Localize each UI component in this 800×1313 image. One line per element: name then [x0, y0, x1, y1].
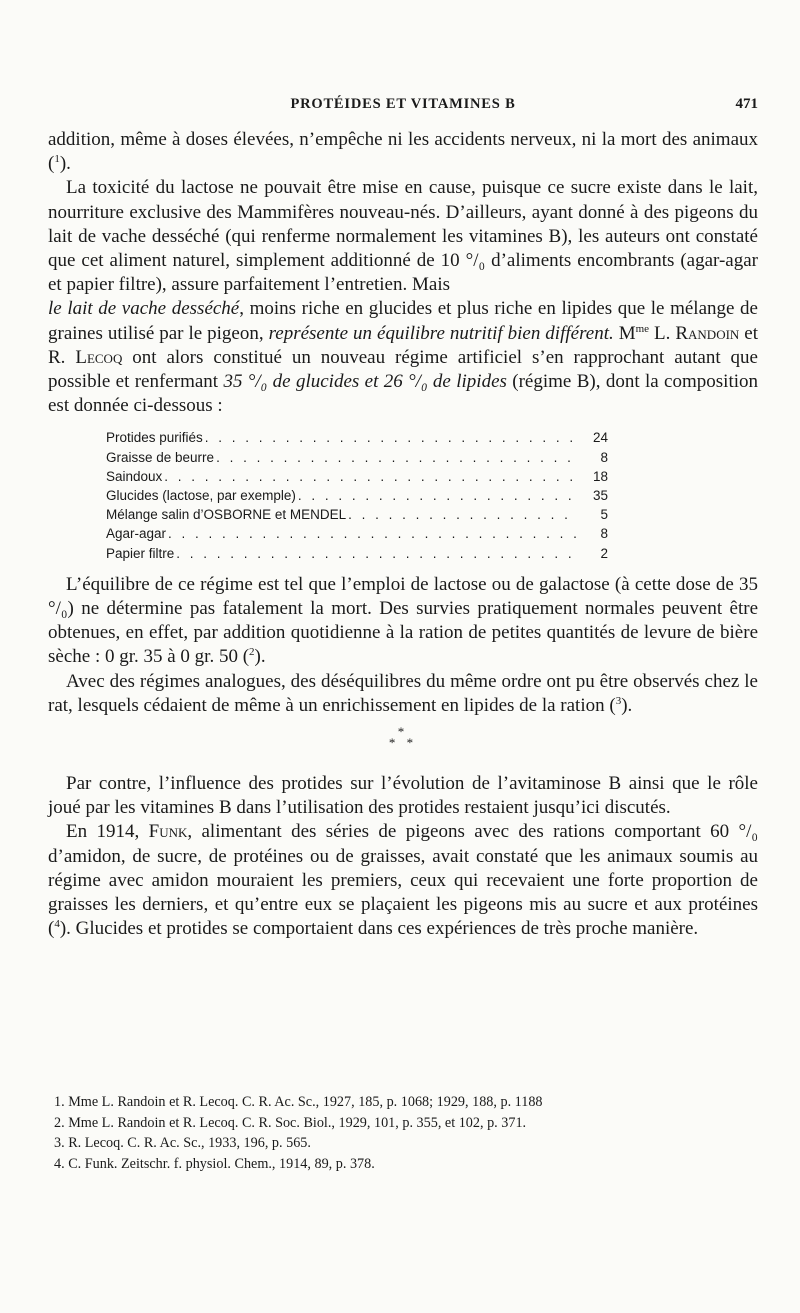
footnote-3: 3. R. Lecoq. C. R. Ac. Sc., 1933, 196, p. 565.	[54, 1135, 311, 1151]
running-header	[48, 96, 758, 120]
table-row: Agar-agar . . . 8	[106, 524, 608, 543]
paragraph-3: le lait de vache desséché, moins riche en glucides et plus riche en lipides que le mélange de graines utilisé par le pigeon, représente un équilibre nutritif bien différent. $M^{me}$ L. Randoin et R. Lecoq ont alors constitué un nouveau régime artificiel s’en rapprochant autant que possible et renfermant 35 °/₀ de glucides et 26 °/₀ de lipides (régime B), dont la composition est donnée ci-dessous :	[48, 298, 758, 417]
table-row: Saindoux . . . 18	[106, 467, 608, 486]
running-title: PROTÉIDES ET VITAMINES B	[290, 96, 516, 112]
composition-table	[106, 428, 608, 562]
table-row: Papier filtre . . . 2	[106, 544, 608, 563]
table-row: Protides purifiés . . . 24	[106, 428, 608, 447]
author-name: Randoin	[675, 322, 740, 344]
footnotes	[54, 1092, 754, 1174]
footnote-4: 4. C. Funk. Zeitschr. f. physiol. Chem., 1914, 89, p. 378.	[54, 1155, 375, 1172]
asterisk-top: *	[397, 724, 409, 740]
table-row: Graisse de beurre . . . 8	[106, 448, 608, 467]
author-name: Funk	[148, 821, 188, 843]
paragraph-5: Avec des régimes analogues, des déséquilibres du même ordre ont pu être observés chez le rat, lesquels cédaient de même à un enrichissement en lipides de la ration ($^3$).	[48, 670, 758, 716]
paragraph-2: La toxicité du lactose ne pouvait être mise en cause, puisque ce sucre existe dans le lait, nourriture exclusive des Mammifères nouveau-nés. D’ailleurs, ayant donné à des pigeons du lait de vache desséché (qui renferme normalement les vitamines B), les auteurs ont constaté que cet aliment naturel, simplement additionné de 10 °/₀ d’aliments encombrants (agar-agar et papier filtre), assure parfaitement l’entretien. Mais	[48, 177, 758, 296]
paragraph-1: addition, même à doses élevées, n’empêche ni les accidents nerveux, ni la mort des animaux ($^1$).	[48, 129, 758, 175]
footnote-ref-2: 2	[249, 646, 255, 659]
footnote-ref-3: 3	[615, 694, 622, 707]
paragraph-7: En 1914, Funk, alimentant des séries de pigeons avec des rations comportant 60 °/₀ d’amidon, de sucre, de protéines ou de graisses, avait constaté que les animaux soumis au régime avec amidon mouraient les premiers, ceux qui recevaient une forte proportion de graisses les derniers, et qu’entre eux se plaçaient les pigeons mis au sucre et aux protéines ($^4$). Glucides et protides se comportaient dans ces expériences de très proche manière.	[48, 821, 758, 940]
asterisk-bottom: * *	[388, 735, 418, 751]
author-name: Lecoq	[75, 346, 123, 368]
paragraph-4: L’équilibre de ce régime est tel que l’emploi de lactose ou de galactose (à cette dose de 35 °/₀) ne détermine pas fatalement la mort. Des survies pratiquement normales peuvent être obtenues, en effet, par addition quotidienne à la ration de petites quantités de levure de bière sèche : 0 gr. 35 à 0 gr. 50 ($^2$).	[48, 573, 758, 668]
footnote-ref-1: 1	[54, 153, 60, 166]
footnote-ref-4: 4	[54, 918, 60, 931]
table-row: Glucides (lactose, par exemple) . . . 35	[106, 486, 608, 505]
table-row: Mélange salin d’OSBORNE et MENDEL . . . 5	[106, 505, 608, 524]
paragraph-6: Par contre, l’influence des protides sur l’évolution de l’avitaminose B ainsi que le rôle joué par les vitamines B dans l’utilisation des protides restaient jusqu’ici discutés.	[48, 773, 758, 819]
section-separator	[48, 724, 758, 751]
page-number: 471	[735, 96, 758, 112]
main-text	[48, 128, 758, 942]
footnote-2: 2. Mme L. Randoin et R. Lecoq. C. R. Soc. Biol., 1929, 101, p. 355, et 102, p. 371.	[54, 1114, 527, 1131]
footnote-1: 1. Mme L. Randoin et R. Lecoq. C. R. Ac. Sc., 1927, 185, p. 1068; 1929, 188, p. 1188	[54, 1094, 543, 1110]
